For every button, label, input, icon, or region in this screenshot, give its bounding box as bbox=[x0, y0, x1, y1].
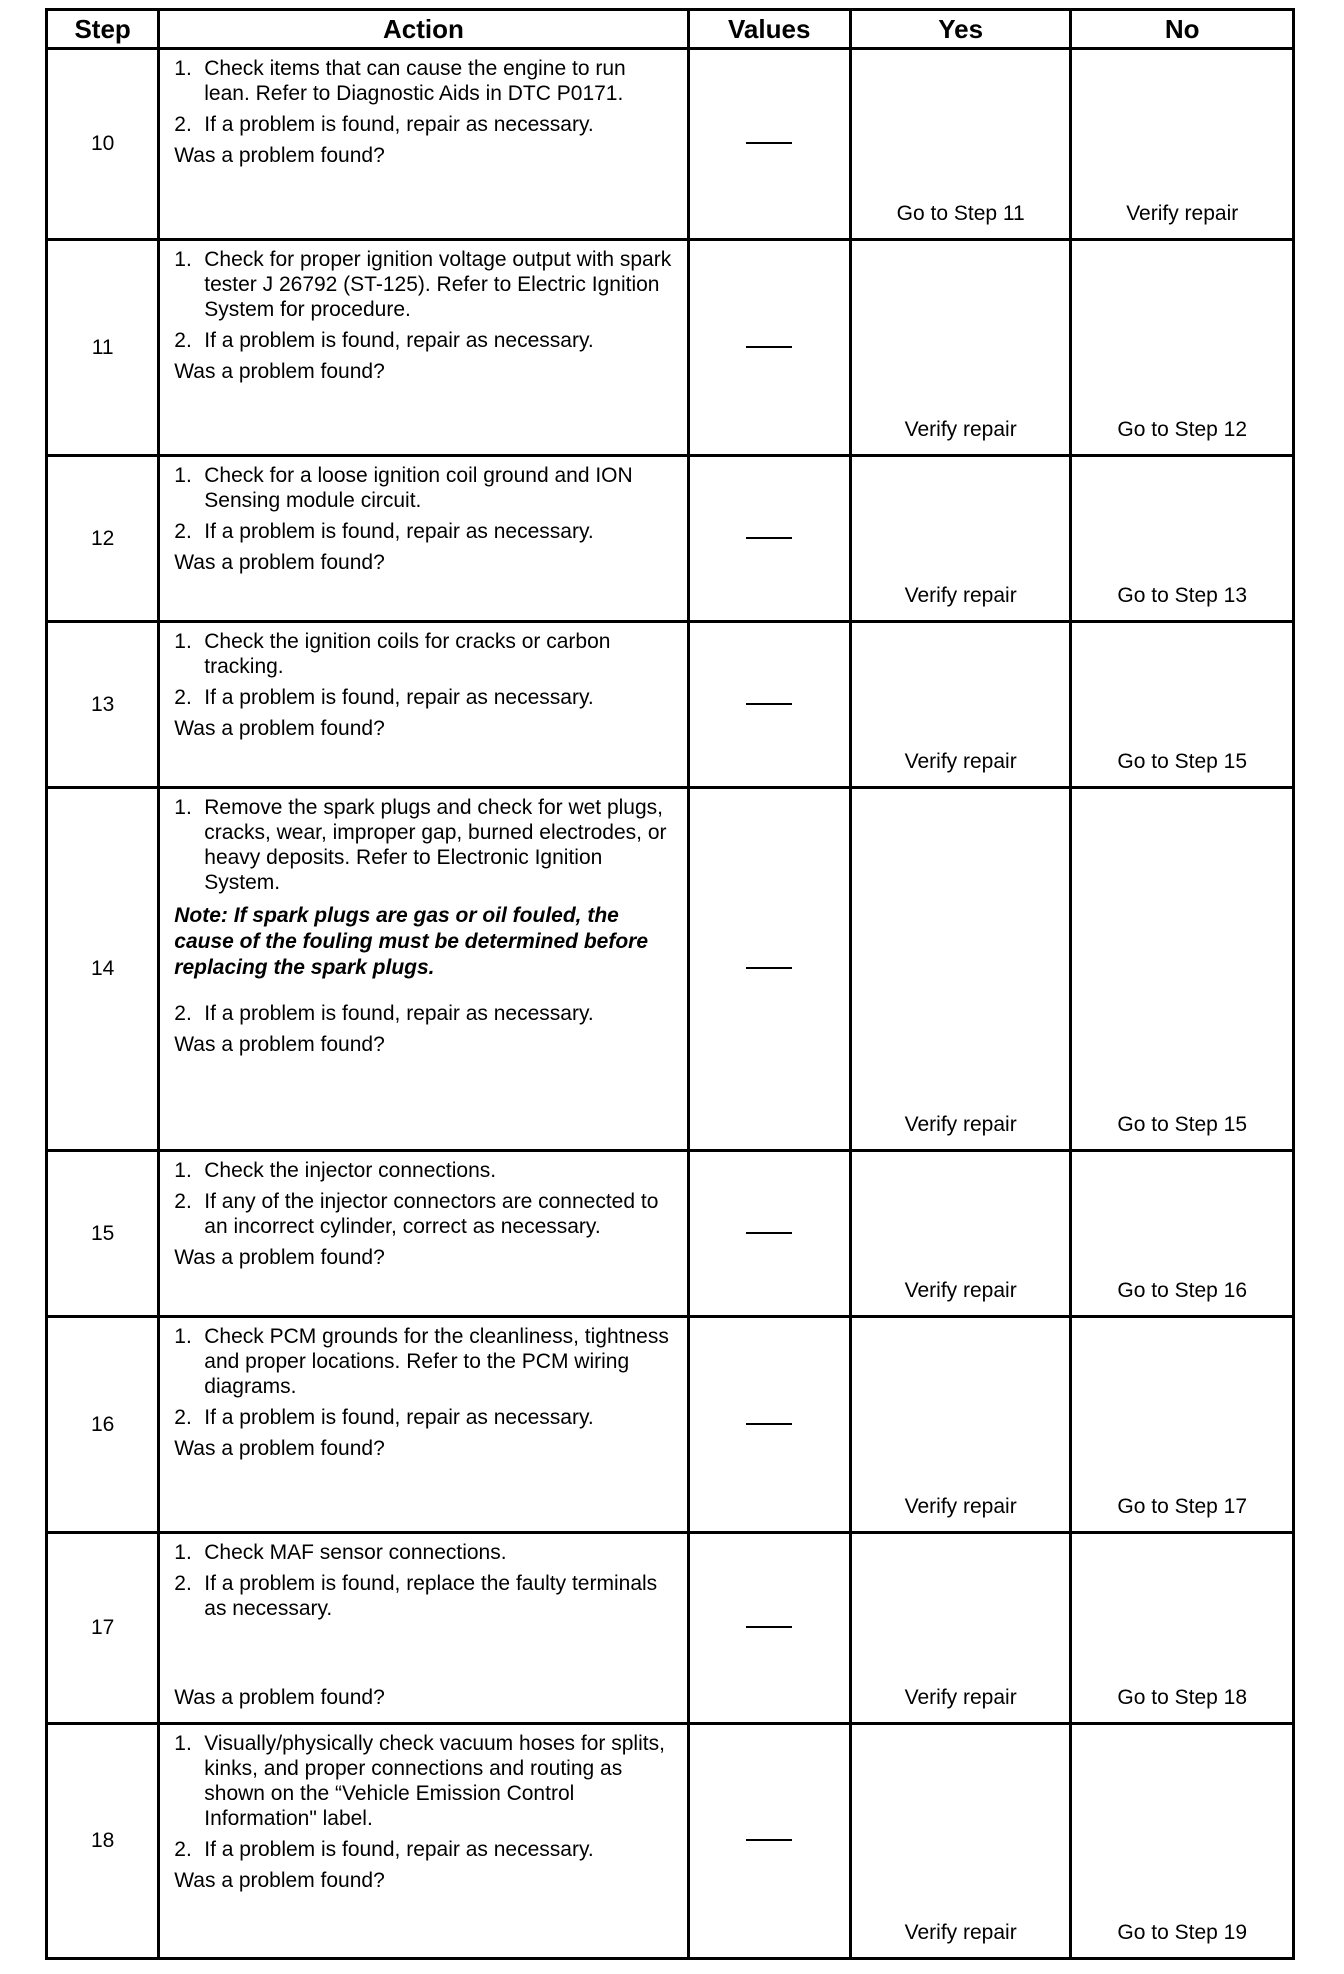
action-item: 2. If a problem is found, repair as necessary. bbox=[174, 520, 594, 543]
action-item: 2. If a problem is found, repair as necessary. bbox=[174, 113, 594, 136]
action-item: 2. If a problem is found, repair as necessary. bbox=[174, 686, 594, 709]
diagnostic-table bbox=[45, 8, 1295, 1960]
action-item: 2. If any of the injector connectors are connected to an incorrect cylinder, correct as necessary. bbox=[174, 1190, 659, 1238]
action-item: 1. Check for proper ignition voltage output with spark tester J 26792 (ST-125). Refer to Electric Ignition System for procedure. bbox=[174, 248, 672, 321]
no-cell: Go to Step 17 bbox=[1071, 1317, 1294, 1533]
action-item: 1. Remove the spark plugs and check for wet plugs, cracks, wear, improper gap, burned electrodes, or heavy deposits. Refer to Electronic Ignition System. bbox=[174, 796, 667, 894]
question: Was a problem found? bbox=[174, 717, 385, 740]
action-item: 1. Check PCM grounds for the cleanliness, tightness and proper locations. Refer to the PCM wiring diagrams. bbox=[174, 1325, 669, 1398]
header-row bbox=[47, 10, 1294, 49]
table-row bbox=[47, 49, 1294, 240]
header-yes: Yes bbox=[850, 10, 1071, 49]
step-number: 18 bbox=[47, 1724, 159, 1959]
table-row bbox=[47, 788, 1294, 1151]
step-number: 12 bbox=[47, 456, 159, 622]
table-row bbox=[47, 240, 1294, 456]
question: Was a problem found? bbox=[174, 1437, 385, 1460]
no-cell: Go to Step 15 bbox=[1071, 788, 1294, 1151]
question: Was a problem found? bbox=[174, 1246, 385, 1269]
question: Was a problem found? bbox=[174, 1869, 385, 1892]
action-item: 1. Check for a loose ignition coil ground and ION Sensing module circuit. bbox=[174, 464, 633, 512]
action-item: 2. If a problem is found, repair as necessary. bbox=[174, 1002, 594, 1025]
caution-note: Note: If spark plugs are gas or oil fouled, the cause of the fouling must be determined before replacing the spark plugs. bbox=[174, 904, 648, 979]
action-item: 2. If a problem is found, repair as necessary. bbox=[174, 329, 594, 352]
yes-cell: Verify repair bbox=[850, 240, 1071, 456]
question: Was a problem found? bbox=[174, 360, 385, 383]
step-number: 14 bbox=[47, 788, 159, 1151]
question: Was a problem found? bbox=[174, 1033, 385, 1056]
action-cell bbox=[159, 1151, 688, 1317]
no-cell: Go to Step 19 bbox=[1071, 1724, 1294, 1959]
step-number: 10 bbox=[47, 49, 159, 240]
action-cell bbox=[159, 1533, 688, 1724]
no-cell: Go to Step 16 bbox=[1071, 1151, 1294, 1317]
no-cell: Go to Step 15 bbox=[1071, 622, 1294, 788]
action-item: 2. If a problem is found, repair as necessary. bbox=[174, 1406, 594, 1429]
values-cell bbox=[688, 456, 850, 622]
no-cell: Verify repair bbox=[1071, 49, 1294, 240]
action-cell bbox=[159, 240, 688, 456]
yes-cell: Verify repair bbox=[850, 456, 1071, 622]
yes-cell: Verify repair bbox=[850, 788, 1071, 1151]
header-step: Step bbox=[47, 10, 159, 49]
table-row bbox=[47, 1151, 1294, 1317]
values-cell bbox=[688, 1724, 850, 1959]
action-cell bbox=[159, 622, 688, 788]
table-row bbox=[47, 622, 1294, 788]
action-cell bbox=[159, 49, 688, 240]
value-dash bbox=[746, 1423, 792, 1425]
diagnostic-table-page bbox=[45, 8, 1295, 1960]
values-cell bbox=[688, 49, 850, 240]
table-row bbox=[47, 456, 1294, 622]
values-cell bbox=[688, 1317, 850, 1533]
yes-cell: Go to Step 11 bbox=[850, 49, 1071, 240]
action-item: 1. Check the ignition coils for cracks or carbon tracking. bbox=[174, 630, 611, 678]
value-dash bbox=[746, 1232, 792, 1234]
step-number: 17 bbox=[47, 1533, 159, 1724]
table-row bbox=[47, 1724, 1294, 1959]
value-dash bbox=[746, 537, 792, 539]
header-values: Values bbox=[688, 10, 850, 49]
table-row bbox=[47, 1317, 1294, 1533]
yes-cell: Verify repair bbox=[850, 622, 1071, 788]
value-dash bbox=[746, 1839, 792, 1841]
action-item: 2. If a problem is found, repair as necessary. bbox=[174, 1838, 594, 1861]
value-dash bbox=[746, 346, 792, 348]
values-cell bbox=[688, 1151, 850, 1317]
values-cell bbox=[688, 788, 850, 1151]
action-cell bbox=[159, 456, 688, 622]
values-cell bbox=[688, 240, 850, 456]
action-item: 2. If a problem is found, replace the faulty terminals as necessary. bbox=[174, 1572, 658, 1620]
value-dash bbox=[746, 967, 792, 969]
action-item: 1. Check the injector connections. bbox=[174, 1159, 497, 1182]
action-item: 1. Check items that can cause the engine to run lean. Refer to Diagnostic Aids in DTC P0171. bbox=[174, 57, 626, 105]
question: Was a problem found? bbox=[174, 551, 385, 574]
values-cell bbox=[688, 622, 850, 788]
step-number: 11 bbox=[47, 240, 159, 456]
value-dash bbox=[746, 703, 792, 705]
action-item: 1. Visually/physically check vacuum hoses for splits, kinks, and proper connections and routing as shown on the “Vehicle Emission Control Information" label. bbox=[174, 1732, 665, 1830]
question: Was a problem found? bbox=[174, 1686, 385, 1709]
action-cell bbox=[159, 788, 688, 1151]
values-cell bbox=[688, 1533, 850, 1724]
table-row bbox=[47, 1533, 1294, 1724]
no-cell: Go to Step 13 bbox=[1071, 456, 1294, 622]
yes-cell: Verify repair bbox=[850, 1533, 1071, 1724]
step-number: 15 bbox=[47, 1151, 159, 1317]
header-action: Action bbox=[159, 10, 688, 49]
step-number: 16 bbox=[47, 1317, 159, 1533]
value-dash bbox=[746, 1626, 792, 1628]
question: Was a problem found? bbox=[174, 144, 385, 167]
action-cell bbox=[159, 1317, 688, 1533]
no-cell: Go to Step 12 bbox=[1071, 240, 1294, 456]
value-dash bbox=[746, 142, 792, 144]
step-number: 13 bbox=[47, 622, 159, 788]
yes-cell: Verify repair bbox=[850, 1151, 1071, 1317]
yes-cell: Verify repair bbox=[850, 1724, 1071, 1959]
action-cell bbox=[159, 1724, 688, 1959]
header-no: No bbox=[1071, 10, 1294, 49]
action-item: 1. Check MAF sensor connections. bbox=[174, 1541, 507, 1564]
no-cell: Go to Step 18 bbox=[1071, 1533, 1294, 1724]
yes-cell: Verify repair bbox=[850, 1317, 1071, 1533]
